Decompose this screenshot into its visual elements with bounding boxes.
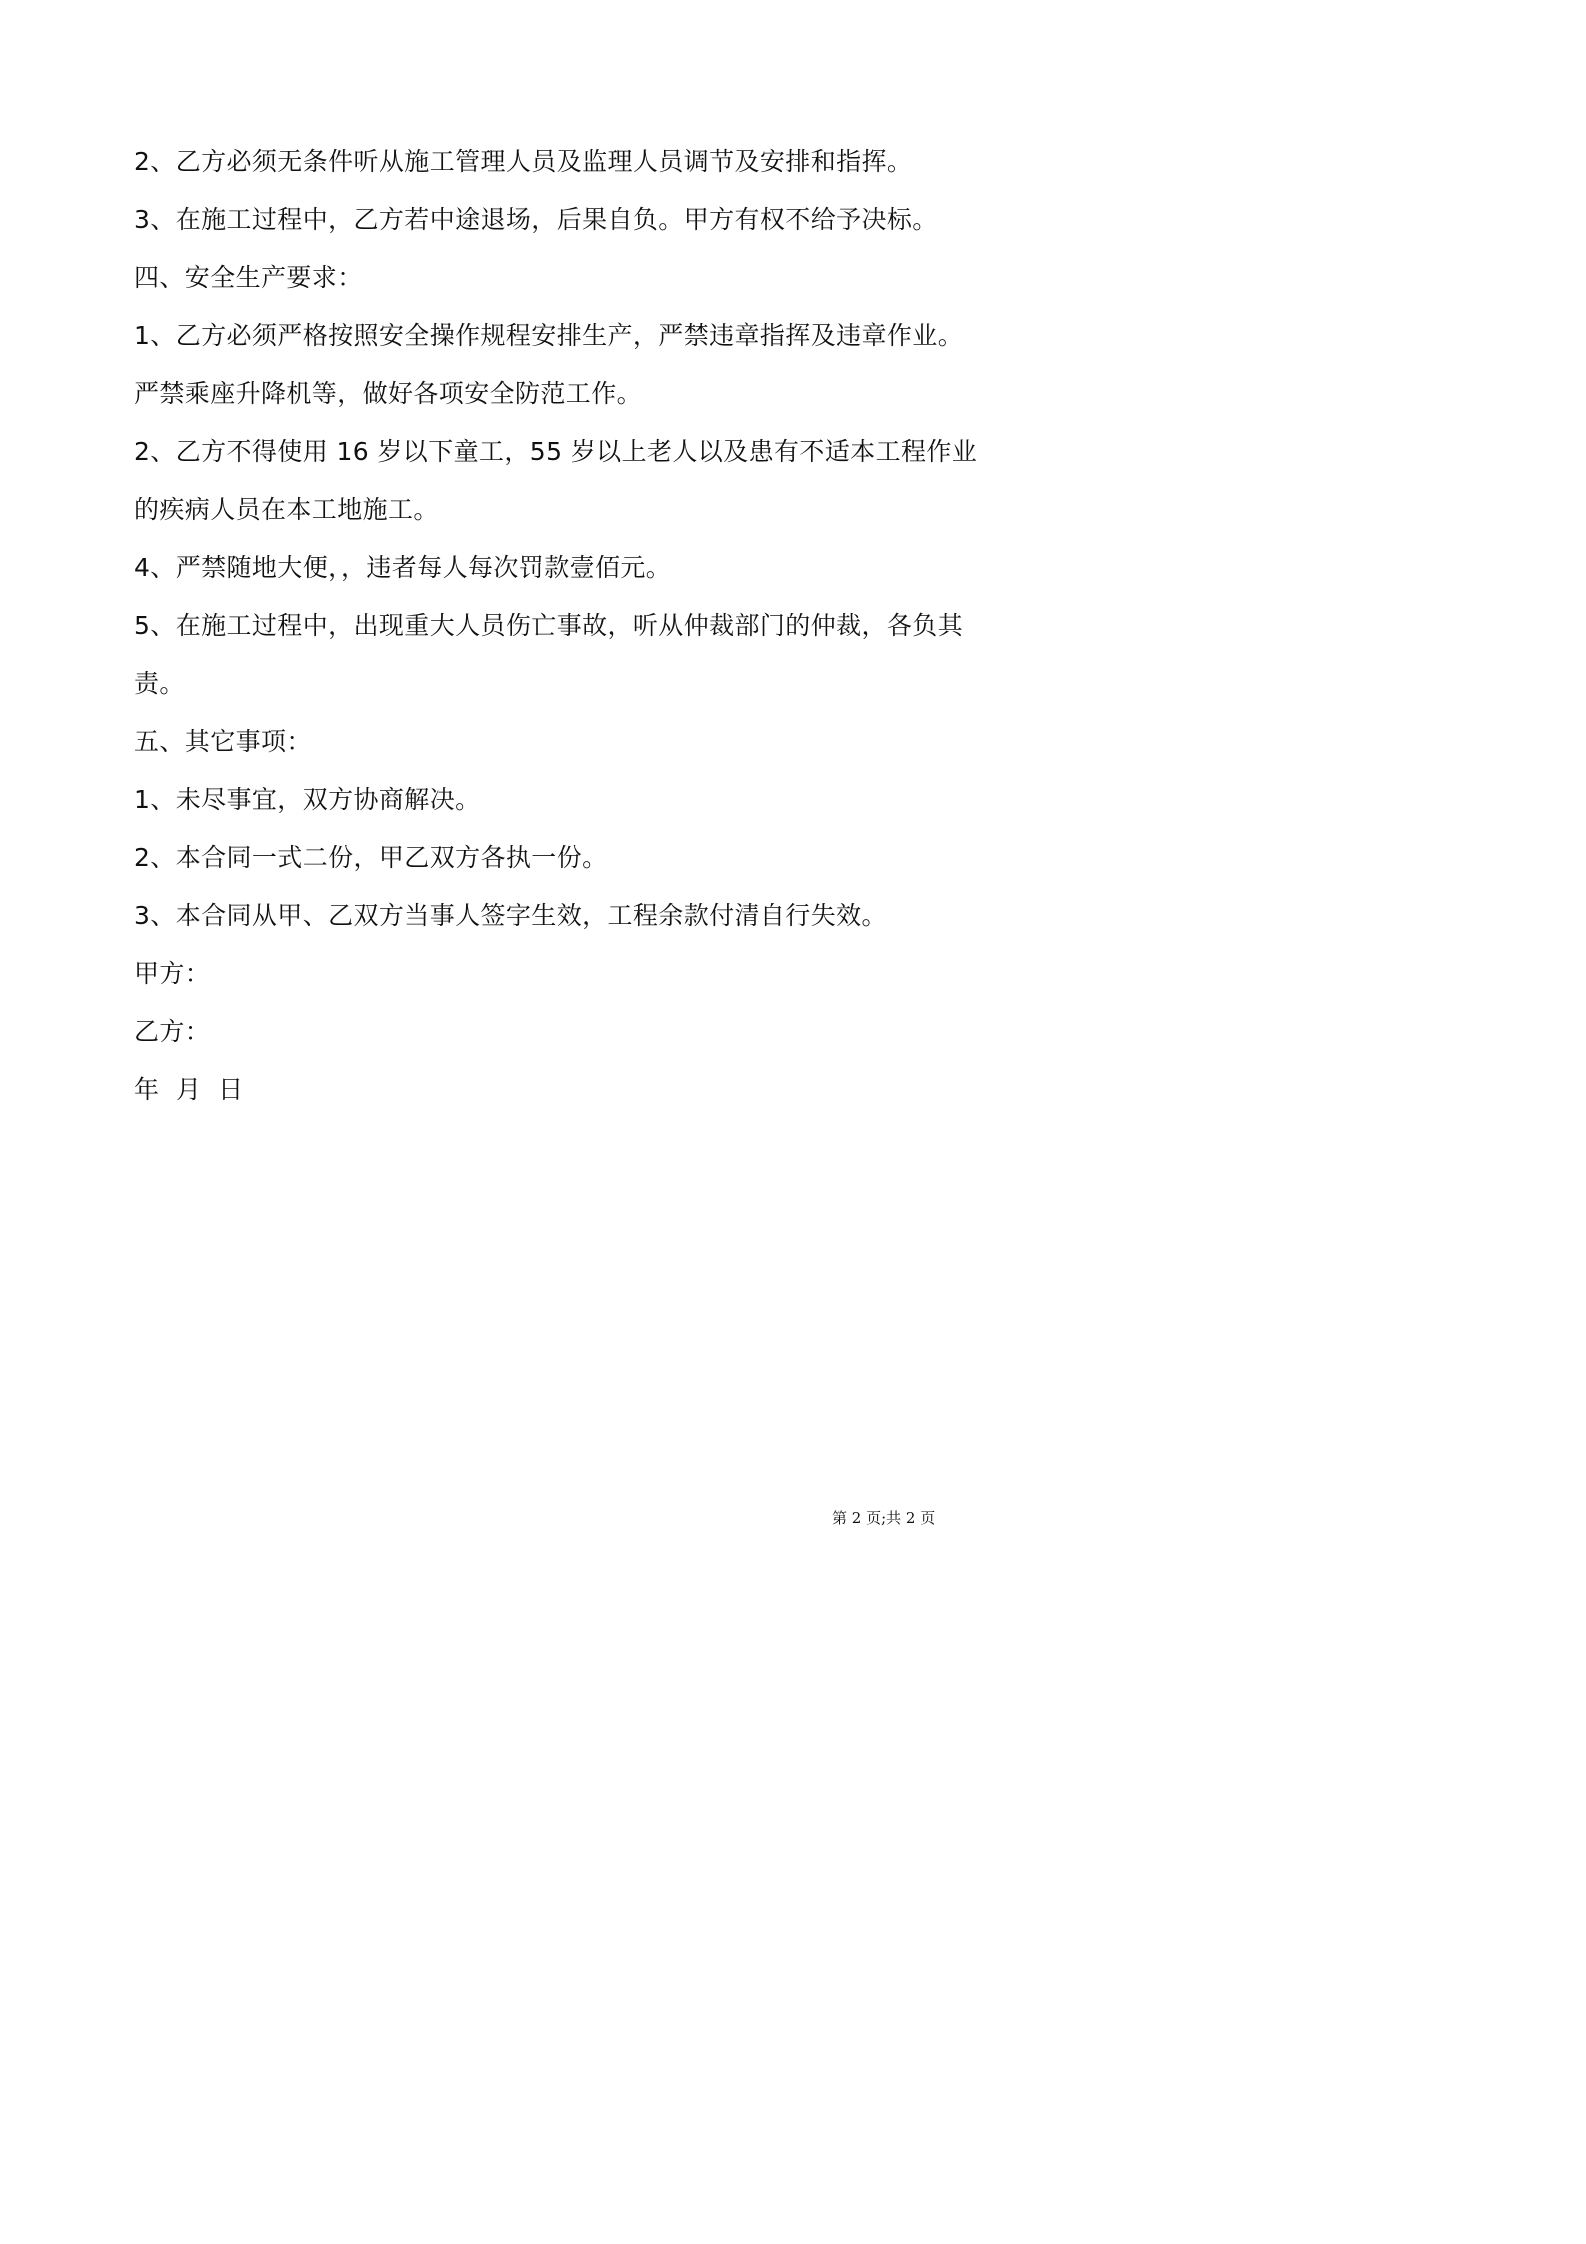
clause-4-sanitation: 4、严禁随地大便，，违者每人每次罚款壹佰元。: [134, 553, 672, 582]
signature-party-a: 甲方：: [134, 959, 211, 988]
section-heading-other: 五、其它事项：: [134, 727, 312, 756]
clause-2-labor-age-continued: 的疾病人员在本工地施工。: [134, 495, 439, 524]
clause-2-labor-age: 2、乙方不得使用 16 岁以下童工，55 岁以上老人以及患有不适本工程作业: [134, 437, 978, 466]
signature-party-b: 乙方：: [134, 1017, 211, 1046]
clause-2-obey-management: 2、乙方必须无条件听从施工管理人员及监理人员调节及安排和指挥。: [134, 147, 913, 176]
page-number-footer: 第 2 页;共 2 页: [832, 1509, 936, 1527]
clause-1-safety-rules: 1、乙方必须严格按照安全操作规程安排生产，严禁违章指挥及违章作业。: [134, 321, 964, 350]
document-body: [134, 133, 1004, 1119]
section-heading-safety: 四、安全生产要求：: [134, 263, 363, 292]
clause-1-safety-rules-continued: 严禁乘座升降机等，做好各项安全防范工作。: [134, 379, 643, 408]
clause-2-copies: 2、本合同一式二份，甲乙双方各执一份。: [134, 843, 608, 872]
clause-5-accident-continued: 责。: [134, 669, 185, 698]
clause-3-withdrawal: 3、在施工过程中，乙方若中途退场，后果自负。甲方有权不给予决标。: [134, 205, 938, 234]
clause-3-validity: 3、本合同从甲、乙双方当事人签字生效，工程余款付清自行失效。: [134, 901, 887, 930]
clause-1-unresolved-matters: 1、未尽事宜，双方协商解决。: [134, 785, 481, 814]
clause-5-accident: 5、在施工过程中，出现重大人员伤亡事故，听从仲裁部门的仲裁，各负其: [134, 611, 964, 640]
document-page: [0, 0, 1107, 1565]
signature-date: 年 月 日: [134, 1075, 244, 1104]
